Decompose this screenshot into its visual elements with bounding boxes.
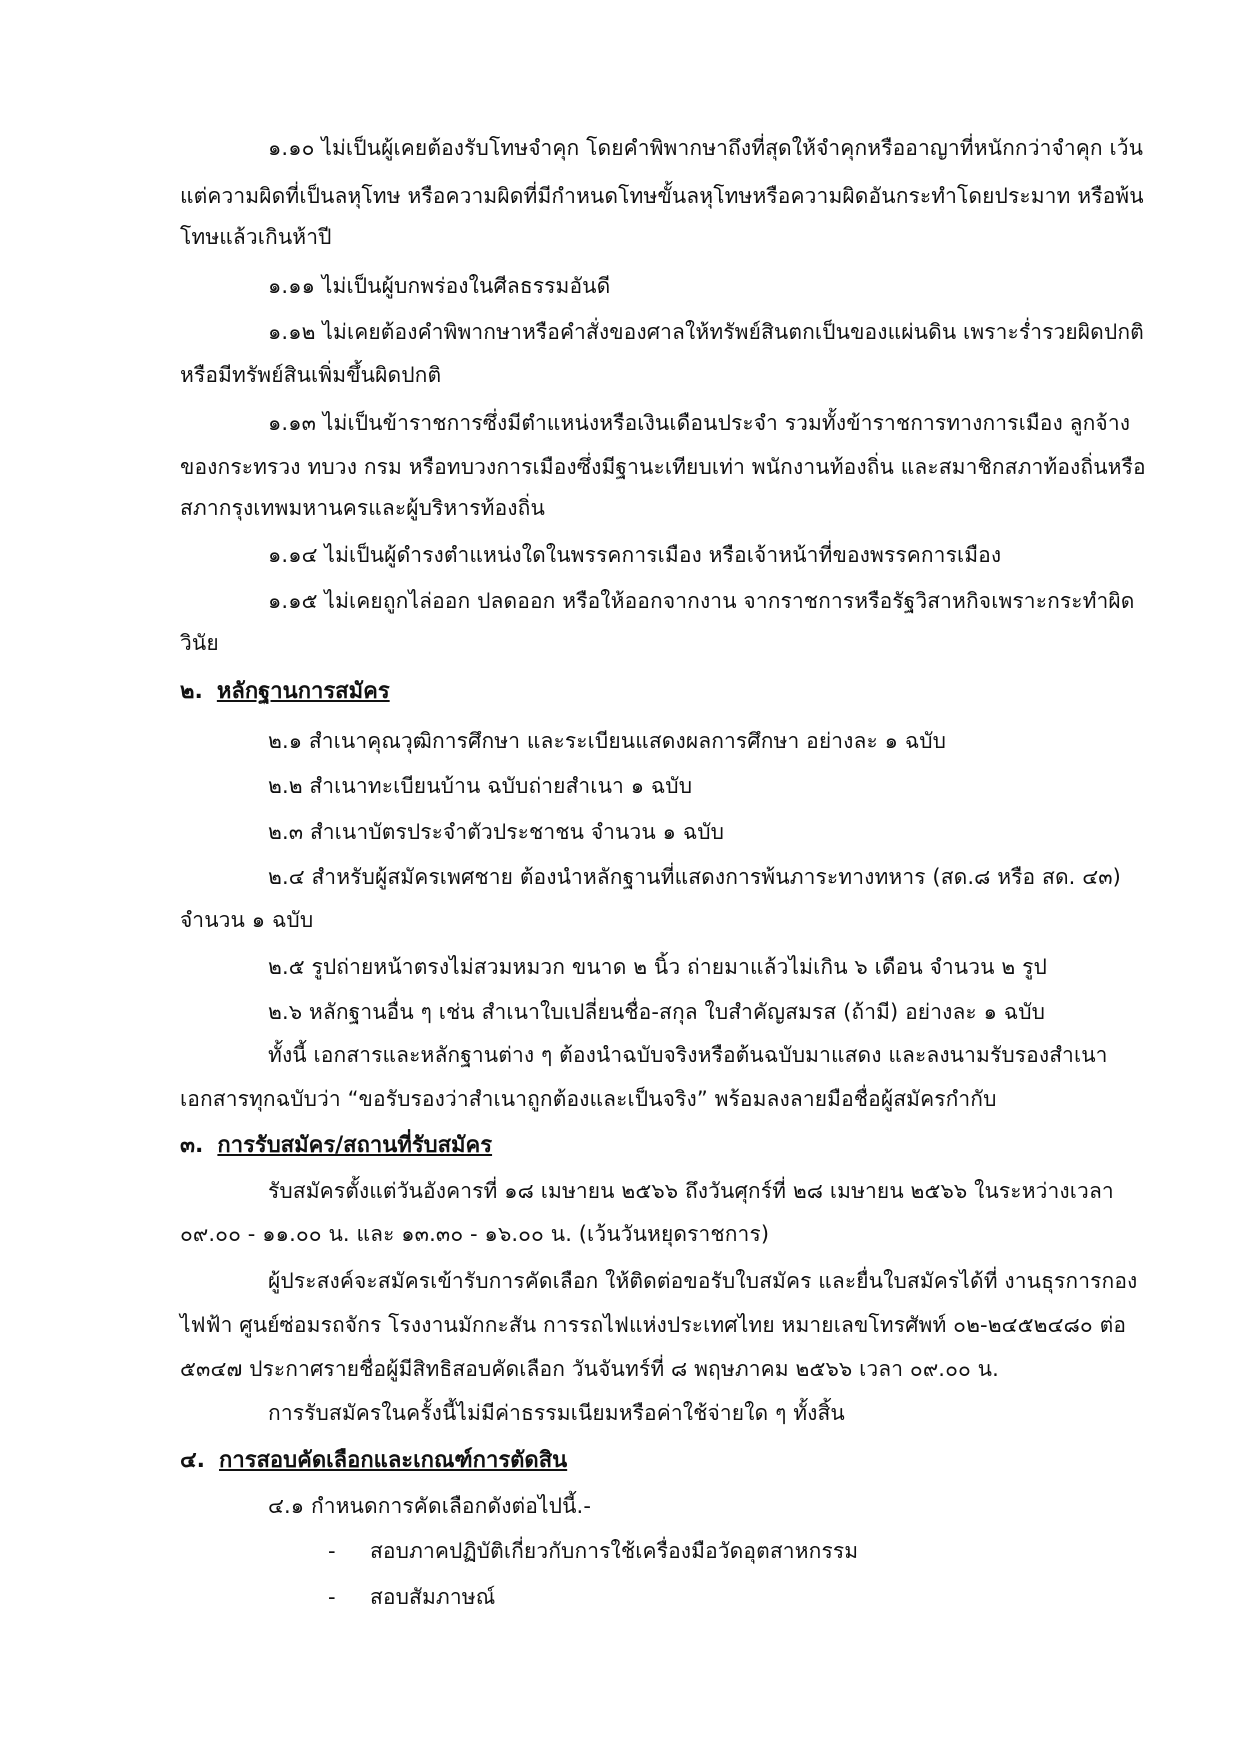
section-4-title: การสอบคัดเลือกและเกณฑ์การตัดสิน xyxy=(219,1448,568,1473)
item-1-10-line-1: ๑.๑๐ ไม่เป็นผู้เคยต้องรับโทษจำคุก โดยคำพิพากษาถึงที่สุดให้จำคุกหรืออาญาที่หนักกว่าจำคุก เว้น xyxy=(268,136,1144,160)
section-4-number: ๔. xyxy=(180,1448,206,1473)
item-1-13-line-1: ๑.๑๓ ไม่เป็นข้าราชการซึ่งมีตำแหน่งหรือเงินเดือนประจำ รวมทั้งข้าราชการทางการเมือง ลูกจ้าง xyxy=(268,411,1131,435)
section-3-heading xyxy=(180,1131,492,1161)
section-3-paragraph-1-line-1: รับสมัครตั้งแต่วันอังคารที่ ๑๘ เมษายน ๒๕๖๖ ถึงวันศุกร์ที่ ๒๘ เมษายน ๒๕๖๖ ในระหว่างเวลา xyxy=(268,1179,1114,1203)
item-1-10-line-3: โทษแล้วเกินห้าปี xyxy=(180,225,332,249)
section-3-number: ๓. xyxy=(180,1133,204,1158)
section-2-heading xyxy=(180,677,390,707)
bullet-practical-exam: สอบภาคปฏิบัติเกี่ยวกับการใช้เครื่องมือวัดอุตสาหกรรม xyxy=(370,1539,859,1563)
item-2-6: ๒.๖ หลักฐานอื่น ๆ เช่น สำเนาใบเปลี่ยนชื่อ-สกุล ใบสำคัญสมรส (ถ้ามี) อย่างละ ๑ ฉบับ xyxy=(268,1000,1046,1024)
item-2-1: ๒.๑ สำเนาคุณวุฒิการศึกษา และระเบียนแสดงผลการศึกษา อย่างละ ๑ ฉบับ xyxy=(268,729,947,753)
item-1-14: ๑.๑๔ ไม่เป็นผู้ดำรงตำแหน่งใดในพรรคการเมือง หรือเจ้าหน้าที่ของพรรคการเมือง xyxy=(268,543,1002,567)
section-3-paragraph-2-line-1: ผู้ประสงค์จะสมัครเข้ารับการคัดเลือก ให้ติดต่อขอรับใบสมัคร และยื่นใบสมัครได้ที่ งานธุรการกอง xyxy=(268,1269,1138,1293)
item-2-5: ๒.๕ รูปถ่ายหน้าตรงไม่สวมหมวก ขนาด ๒ นิ้ว ถ่ายมาแล้วไม่เกิน ๖ เดือน จำนวน ๒ รูป xyxy=(268,955,1047,979)
section-3-paragraph-2-line-3: ๕๓๔๗ ประกาศรายชื่อผู้มีสิทธิสอบคัดเลือก วันจันทร์ที่ ๘ พฤษภาคม ๒๕๖๖ เวลา ๐๙.๐๐ น. xyxy=(180,1357,999,1381)
item-1-10-line-2: แต่ความผิดที่เป็นลหุโทษ หรือความผิดที่มีกำหนดโทษขั้นลหุโทษหรือความผิดอันกระทำโดยประมาท หรือพ้น xyxy=(180,184,1144,208)
section-3-title: การรับสมัคร/สถานที่รับสมัคร xyxy=(217,1133,493,1158)
section-3-paragraph-1-line-2: ๐๙.๐๐ - ๑๑.๐๐ น. และ ๑๓.๓๐ - ๑๖.๐๐ น. (เว้นวันหยุดราชการ) xyxy=(180,1222,770,1246)
item-1-11: ๑.๑๑ ไม่เป็นผู้บกพร่องในศีลธรรมอันดี xyxy=(268,274,611,298)
item-1-13-line-3: สภากรุงเทพมหานครและผู้บริหารท้องถิ่น xyxy=(180,496,545,520)
section-3-paragraph-2-line-2: ไฟฟ้า ศูนย์ซ่อมรถจักร โรงงานมักกะสัน การรถไฟแห่งประเทศไทย หมายเลขโทรศัพท์ ๐๒-๒๔๕๒๔๘๐ ต่อ xyxy=(180,1313,1127,1337)
bullet-dash: - xyxy=(328,1585,336,1609)
item-1-15-line-2: วินัย xyxy=(180,631,219,655)
bullet-interview: สอบสัมภาษณ์ xyxy=(370,1585,496,1609)
section-4-heading xyxy=(180,1446,567,1476)
item-1-15-line-1: ๑.๑๕ ไม่เคยถูกไล่ออก ปลดออก หรือให้ออกจากงาน จากราชการหรือรัฐวิสาหกิจเพราะกระทำผิด xyxy=(268,589,1135,613)
item-1-13-line-2: ของกระทรวง ทบวง กรม หรือทบวงการเมืองซึ่งมีฐานะเทียบเท่า พนักงานท้องถิ่น และสมาชิกสภาท้องถิ่นหรือ xyxy=(180,455,1146,479)
item-4-1: ๔.๑ กำหนดการคัดเลือกดังต่อไปนี้.- xyxy=(268,1494,592,1518)
section-2-note-line-2: เอกสารทุกฉบับว่า “ขอรับรองว่าสำเนาถูกต้องและเป็นจริง” พร้อมลงลายมือชื่อผู้สมัครกำกับ xyxy=(180,1087,997,1111)
item-1-12-line-1: ๑.๑๒ ไม่เคยต้องคำพิพากษาหรือคำสั่งของศาลให้ทรัพย์สินตกเป็นของแผ่นดิน เพราะร่ำรวยผิดปกติ xyxy=(268,320,1144,344)
item-1-12-line-2: หรือมีทรัพย์สินเพิ่มขึ้นผิดปกติ xyxy=(180,363,442,387)
item-2-3: ๒.๓ สำเนาบัตรประจำตัวประชาชน จำนวน ๑ ฉบับ xyxy=(268,820,725,844)
item-2-2: ๒.๒ สำเนาทะเบียนบ้าน ฉบับถ่ายสำเนา ๑ ฉบับ xyxy=(268,774,693,798)
item-2-4-line-1: ๒.๔ สำหรับผู้สมัครเพศชาย ต้องนำหลักฐานที่แสดงการพ้นภาระทางทหาร (สด.๘ หรือ สด. ๔๓) xyxy=(268,865,1121,889)
section-2-title: หลักฐานการสมัคร xyxy=(216,679,390,704)
section-3-paragraph-3: การรับสมัครในครั้งนี้ไม่มีค่าธรรมเนียมหรือค่าใช้จ่ายใด ๆ ทั้งสิ้น xyxy=(268,1401,845,1425)
section-2-number: ๒. xyxy=(180,679,203,704)
item-2-4-line-2: จำนวน ๑ ฉบับ xyxy=(180,908,314,932)
section-2-note-line-1: ทั้งนี้ เอกสารและหลักฐานต่าง ๆ ต้องนำฉบับจริงหรือต้นฉบับมาแสดง และลงนามรับรองสำเนา xyxy=(268,1043,1108,1067)
bullet-dash: - xyxy=(328,1539,336,1563)
